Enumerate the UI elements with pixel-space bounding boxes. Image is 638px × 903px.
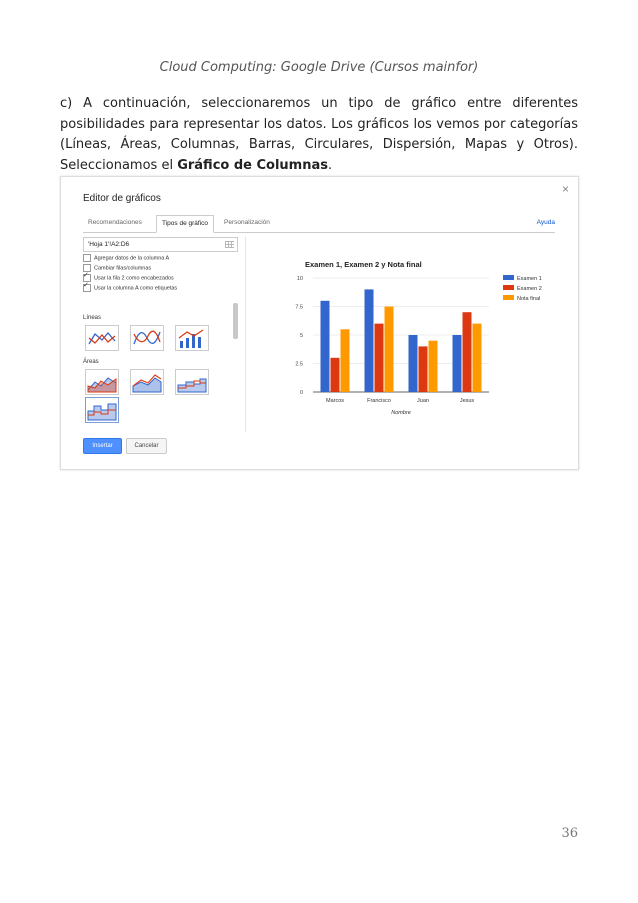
legend-swatch (503, 275, 514, 280)
checkbox-icon[interactable] (83, 264, 91, 272)
column-chart (246, 237, 555, 432)
close-icon[interactable]: × (561, 182, 569, 196)
page-number: 36 (561, 826, 578, 841)
y-tick-label: 2.5 (295, 361, 303, 368)
chart-title: Examen 1, Examen 2 y Nota final (305, 260, 422, 269)
chart-preview (245, 237, 555, 432)
option-label: Usar la fila 2 como encabezados (94, 275, 174, 282)
checkbox-icon[interactable] (83, 254, 91, 262)
y-tick-label: 10 (296, 276, 303, 282)
scrollbar-thumb[interactable] (233, 303, 238, 339)
bar (473, 324, 482, 392)
range-input[interactable] (83, 237, 238, 252)
bar (429, 341, 438, 392)
checkbox-checked-icon[interactable] (83, 274, 91, 282)
option-columnA-labels[interactable] (83, 284, 177, 292)
tab-bar (83, 215, 555, 233)
paragraph-text: c) A continuación, seleccionaremos un tipo de gráfico entre diferentes posibilidades para representar los datos. Los gráficos los vemos por categorías (Líneas, Áreas, Columnas, Barras, Circulares, Dispersión, Mapas y Otros). Seleccionamos el (60, 96, 578, 173)
chart-editor-screenshot (60, 176, 579, 470)
option-label: Cambiar filas/columnas (94, 265, 152, 272)
bar (375, 324, 384, 392)
paragraph-end: . (328, 157, 333, 173)
stepped-area-chart-thumb[interactable] (175, 369, 209, 395)
bar (321, 301, 330, 392)
section-lines: Líneas (83, 315, 102, 321)
bar (463, 312, 472, 392)
y-tick-label: 0 (299, 390, 303, 396)
x-tick-label: Marcos (325, 398, 345, 404)
grid-icon[interactable] (225, 241, 234, 248)
bar (409, 335, 418, 392)
legend-label: Examen 1 (517, 276, 542, 282)
option-switch-rows-columns[interactable] (83, 264, 151, 272)
legend-swatch (503, 295, 514, 300)
option-row2-headers[interactable] (83, 274, 174, 282)
checkbox-checked-icon[interactable] (83, 284, 91, 292)
cancel-button[interactable]: Cancelar (126, 438, 167, 454)
bar (453, 335, 462, 392)
section-areas: Áreas (83, 359, 99, 365)
x-tick-label: Francisco (367, 398, 391, 404)
dialog-title: Editor de gráficos (83, 193, 161, 204)
stepped-area-100-chart-thumb[interactable] (85, 397, 119, 423)
range-value: 'Hoja 1'!A2:D6 (88, 241, 130, 248)
option-label: Usar la columna A como etiquetas (94, 285, 178, 292)
tab-recommendations[interactable]: Recomendaciones (88, 219, 142, 226)
area-chart-thumb[interactable] (85, 369, 119, 395)
left-panel (83, 237, 238, 437)
legend-label: Nota final (517, 296, 541, 302)
tab-chart-types[interactable]: Tipos de gráfico (156, 215, 214, 233)
option-label: Agregar datos de la columna A (94, 255, 170, 262)
bar (341, 329, 350, 392)
combo-chart-thumb[interactable] (175, 325, 209, 351)
y-tick-label: 5 (299, 333, 303, 339)
tab-customization[interactable]: Personalización (224, 219, 270, 226)
legend-swatch (503, 285, 514, 290)
x-tick-label: Jesus (459, 398, 475, 404)
page-header: Cloud Computing: Google Drive (Cursos mainfor) (159, 60, 479, 75)
legend-label: Examen 2 (517, 286, 542, 292)
bar (331, 358, 340, 392)
y-tick-label: 7.5 (295, 304, 303, 311)
help-link[interactable]: Ayuda (536, 219, 555, 226)
body-paragraph (60, 94, 578, 176)
insert-button[interactable]: Insertar (83, 438, 122, 454)
option-add-column-a[interactable] (83, 254, 169, 262)
x-axis-label: Nombre (391, 410, 411, 416)
paragraph-bold: Gráfico de Columnas (177, 157, 328, 173)
line-chart-thumb[interactable] (85, 325, 119, 351)
smooth-line-chart-thumb[interactable] (130, 325, 164, 351)
x-tick-label: Juan (417, 398, 429, 404)
bar (419, 346, 428, 392)
bar (385, 307, 394, 393)
stacked-area-chart-thumb[interactable] (130, 369, 164, 395)
bar (365, 289, 374, 392)
